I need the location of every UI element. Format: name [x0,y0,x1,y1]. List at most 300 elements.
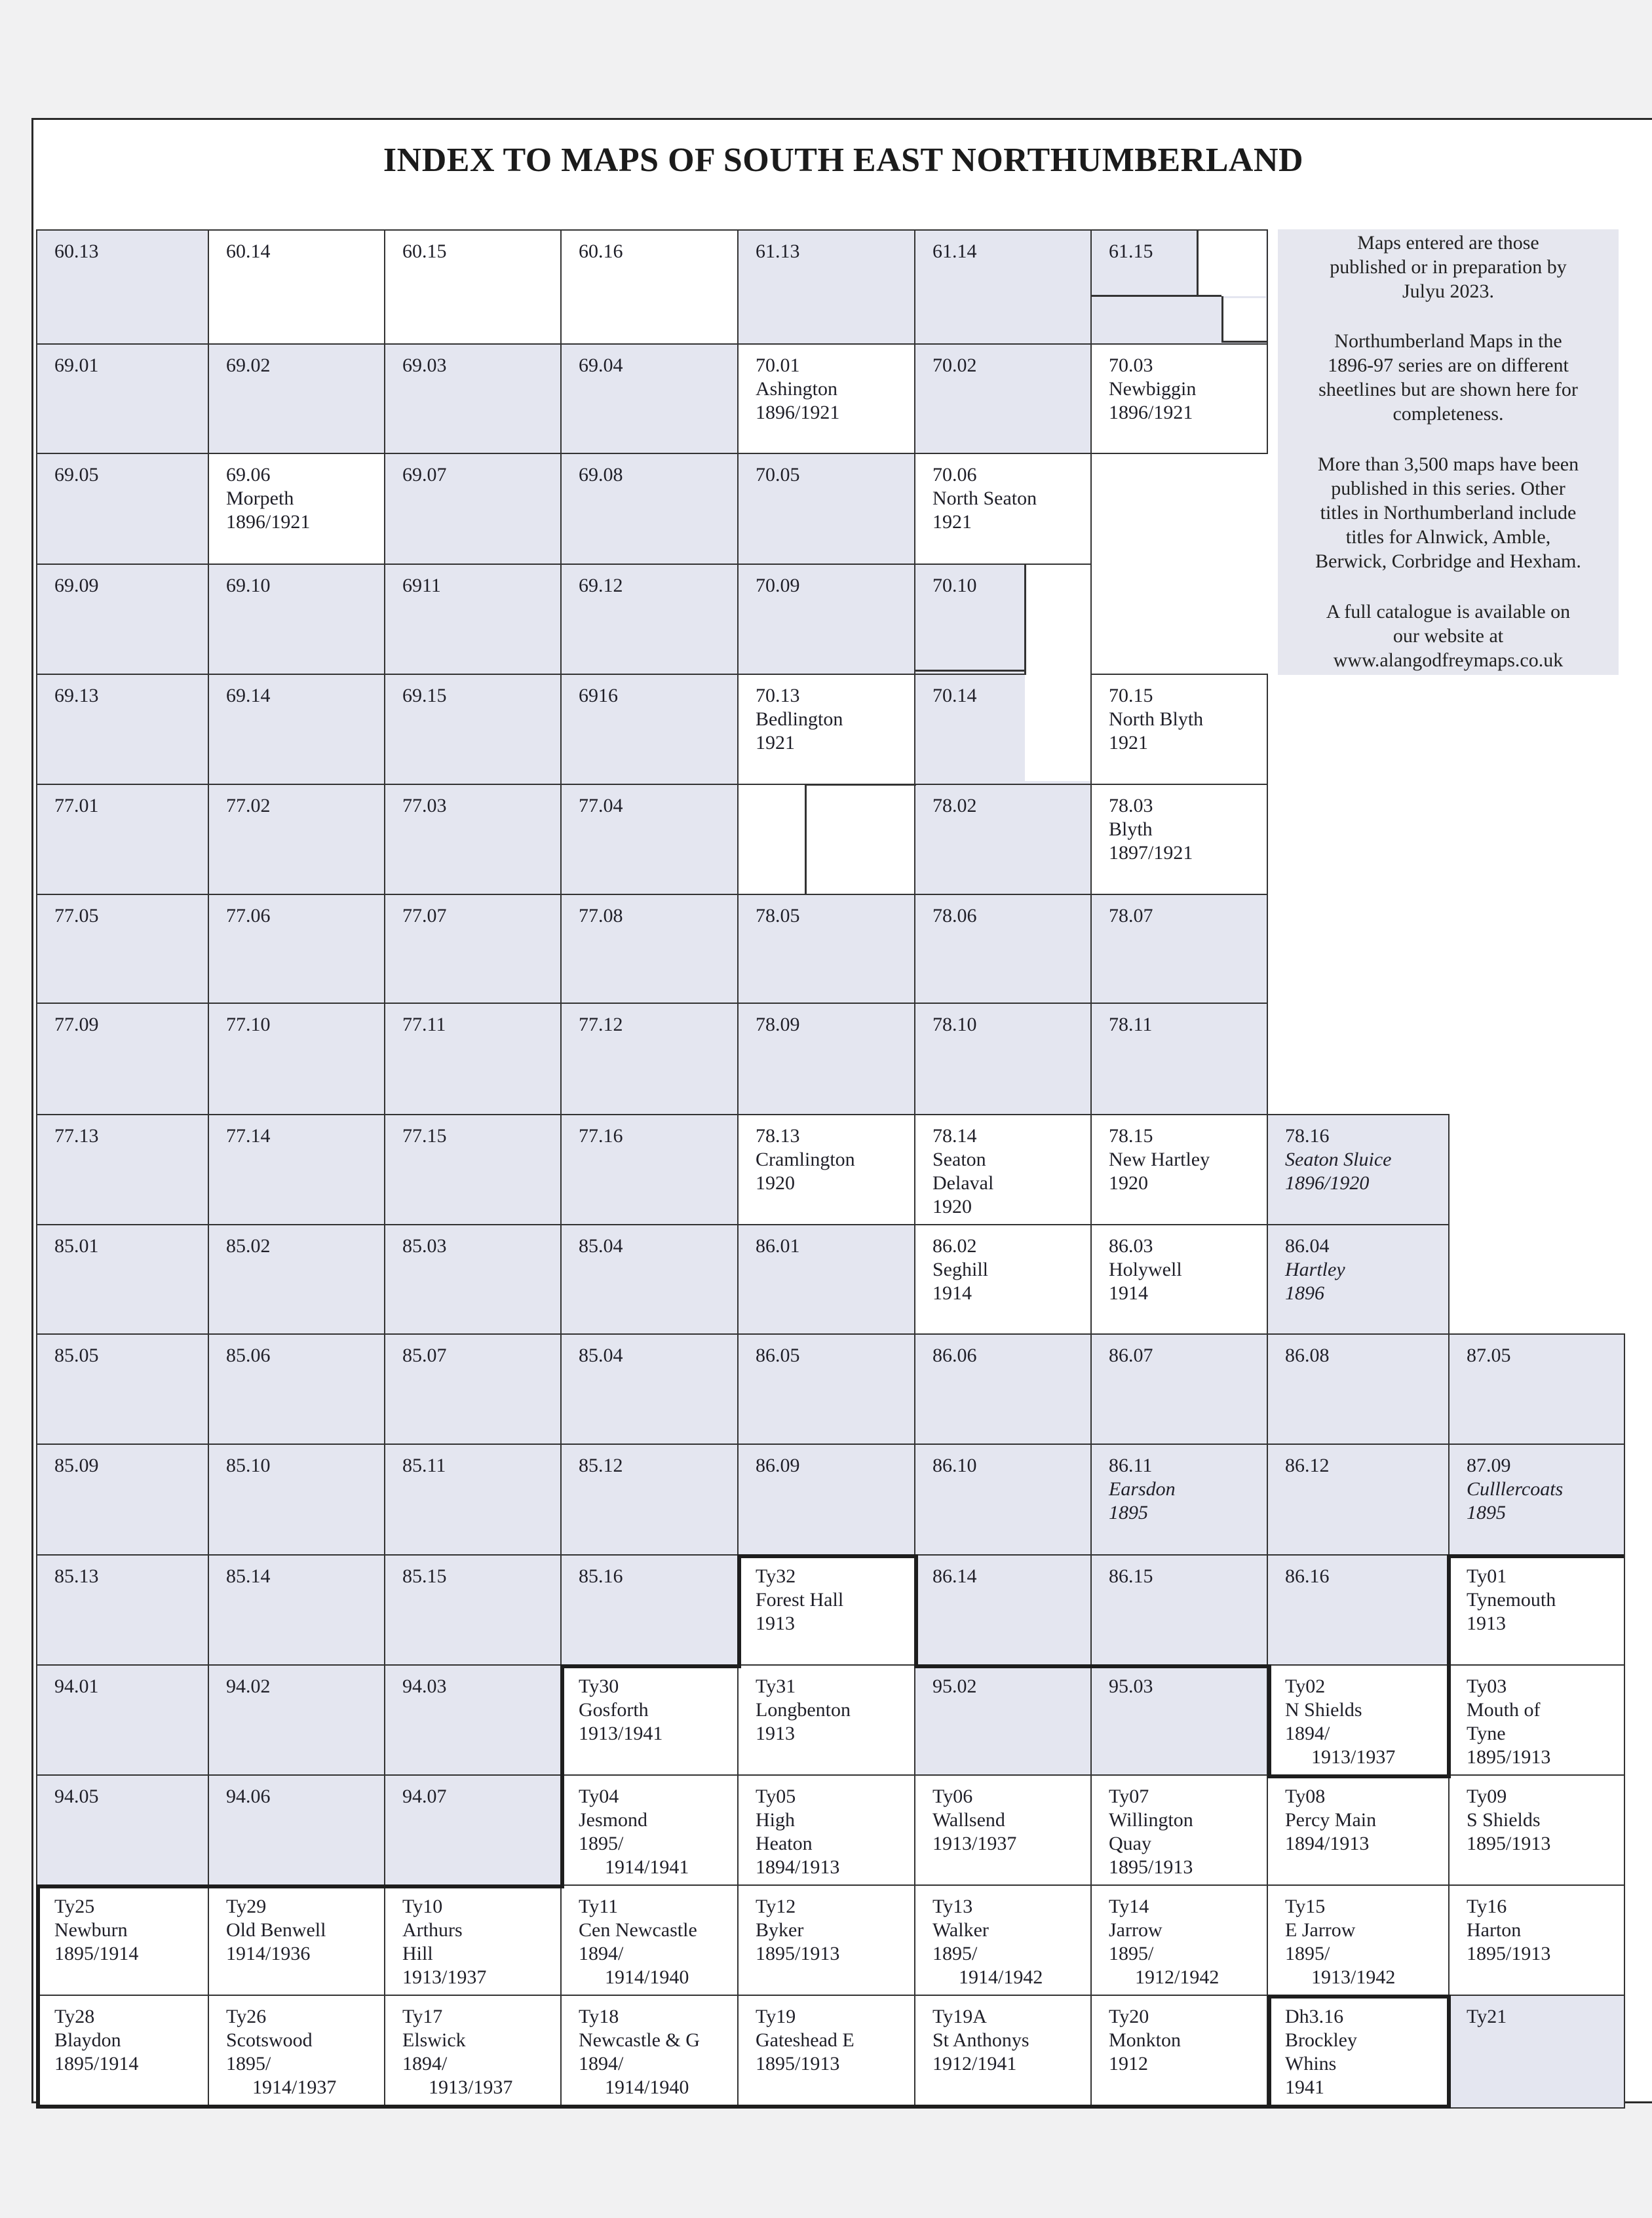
sheet-number: 6916 [579,685,618,706]
map-sheet-86-02 [914,1224,1092,1335]
sheet-detail: 1894/ [579,2053,624,2075]
sheet-number: 69.15 [402,685,447,706]
sheet-detail: Percy Main [1285,1809,1377,1831]
sheet-detail: Delaval [932,1172,994,1194]
sheet-detail: 1914 [932,1282,972,1304]
sheet-number: 60.13 [54,240,99,262]
sheet-number: 86.12 [1285,1455,1330,1476]
sheet-detail: 1914/1942 [959,1966,1043,1988]
map-sheet-77-15 [384,1114,562,1225]
sheet-detail: New Hartley [1109,1149,1210,1170]
map-sheet-87-05 [1448,1333,1625,1445]
sheet-number: 77.15 [402,1125,447,1147]
sheet-detail: 1894/ [402,2053,448,2075]
page-title: INDEX TO MAPS OF SOUTH EAST NORTHUMBERLAND [383,142,1304,179]
sheet-number: Ty13 [932,1896,973,1917]
sheet-detail: Gosforth [579,1699,649,1721]
sheet-number: Ty19A [932,2006,987,2027]
sheet-detail: Arthurs [402,1919,463,1941]
map-sheet-77-04 [560,784,739,895]
map-sheet-85-16 [560,1554,739,1666]
map-sheet-86-07 [1090,1333,1268,1445]
map-sheet-69-13 [36,674,209,785]
sheet-number: Ty31 [756,1675,796,1697]
map-sheet-ty07 [1090,1774,1268,1886]
map-sheet-85-05 [36,1333,209,1445]
sheet-detail: 1896/1921 [756,402,840,423]
map-sheet-86-05 [737,1333,915,1445]
map-sheet-86-09 [737,1444,915,1556]
map-sheet-6911 [384,564,562,675]
sheet-number: 77.08 [579,905,623,927]
sheet-detail: 1913/1937 [1311,1746,1396,1768]
sheet-detail: 1895/1914 [54,2053,139,2075]
sheet-number: 94.05 [54,1786,99,1807]
sheet-edge-line [805,784,916,786]
map-sheet-77-14 [208,1114,385,1225]
sheet-detail: Newcastle & G [579,2029,700,2051]
map-sheet-ty21 [1448,1995,1625,2109]
sheet-number: 77.05 [54,905,99,927]
sheet-number: 61.15 [1109,240,1153,262]
sheet-number: 85.05 [54,1345,99,1366]
map-sheet-78-14 [914,1114,1092,1225]
sheet-number: 85.04 [579,1345,623,1366]
map-sheet-85-11 [384,1444,562,1556]
sheet-number: 77.02 [226,795,271,816]
map-sheet-ty09 [1448,1774,1625,1886]
sheet-number: Ty30 [579,1675,619,1697]
sheet-number: 70.14 [932,685,977,706]
sheet-number: 85.02 [226,1235,271,1257]
map-sheet-69-10 [208,564,385,675]
sheet-number: 85.10 [226,1455,271,1476]
sheet-number: 70.09 [756,575,800,596]
sheet-number: 77.14 [226,1125,271,1147]
map-sheet-ty25 [36,1884,209,1996]
sheet-number: 69.09 [54,575,99,596]
area-boundary-line [1267,1664,1271,1777]
sheet-number: 87.05 [1467,1345,1511,1366]
sheet-detail: 1897/1921 [1109,842,1193,864]
sheet-detail: Holywell [1109,1259,1182,1280]
map-sheet-ty18 [560,1995,739,2109]
sheet-number: 6911 [402,575,441,596]
sheet-number: Dh3.16 [1285,2006,1344,2027]
map-sheet-86-10 [914,1444,1092,1556]
sheet-detail: Bedlington [756,708,843,730]
sheet-detail: 1895/1913 [1467,1833,1551,1854]
area-boundary-line [914,1664,1271,1668]
sheet-detail: 1914/1937 [252,2076,337,2098]
sheet-detail: Jesmond [579,1809,647,1831]
map-sheet-85-01 [36,1224,209,1335]
sheet-number: 78.10 [932,1014,977,1035]
sheet-detail: Forest Hall [756,1589,844,1611]
sheet-detail: Blaydon [54,2029,121,2051]
map-sheet-77-10 [208,1003,385,1115]
sheet-detail: 1913/1937 [402,1966,487,1988]
sheet-detail: Tynemouth [1467,1589,1556,1611]
sheet-detail: 1913/1937 [429,2076,513,2098]
sheet-number: 85.07 [402,1345,447,1366]
sheet-number: 77.12 [579,1014,623,1035]
map-sheet-78-06 [914,894,1092,1004]
sheet-detail: Scotswood [226,2029,313,2051]
sheet-number: 61.14 [932,240,977,262]
note-other-titles: More than 3,500 maps have been published in this series. Other titles in Northumberland include titles for Alnwick, Amble, Berwick, Corbridge and Hexham. [1315,453,1581,572]
map-sheet-69-14 [208,674,385,785]
sheet-edge-line [1090,295,1221,297]
sheet-number: 69.04 [579,354,623,376]
sheet-number: 69.01 [54,354,99,376]
sheet-number: 78.05 [756,905,800,927]
sheet-detail: 1895/ [932,1943,978,1964]
sheet-number: 70.10 [932,575,977,596]
map-sheet-85-14 [208,1554,385,1666]
sheet-detail: Byker [756,1919,804,1941]
map-sheet-ty31 [737,1664,915,1776]
map-sheet-ty02 [1267,1664,1450,1776]
sheet-number: Ty01 [1467,1565,1507,1587]
sheet-detail: S Shields [1467,1809,1541,1831]
sheet-number: 85.03 [402,1235,447,1257]
sheet-detail: 1941 [1285,2076,1324,2098]
sheet-edge-line [1024,564,1026,675]
sheet-detail: 1913 [1467,1613,1506,1634]
sheet-edge-notch [1198,231,1266,296]
map-sheet-ty13 [914,1884,1092,1996]
sheet-number: Ty20 [1109,2006,1149,2027]
map-sheet-94-06 [208,1774,385,1886]
sheet-number: Ty21 [1467,2006,1507,2027]
map-sheet-85-03 [384,1224,562,1335]
map-sheet-86-01 [737,1224,915,1335]
sheet-detail: 1913/1942 [1311,1966,1396,1988]
map-sheet-70-05 [737,453,915,565]
sheet-detail: North Blyth [1109,708,1204,730]
map-sheet-ty20 [1090,1995,1268,2109]
map-sheet-6916 [560,674,739,785]
sheet-detail: Seaton Sluice [1285,1149,1392,1170]
sheet-detail: 1895 [1467,1502,1506,1523]
area-boundary-line [1267,1995,1271,2107]
sheet-number: 69.07 [402,464,447,486]
sheet-detail: Culllercoats [1467,1478,1564,1500]
sheet-detail: 1896/1920 [1285,1172,1370,1194]
map-sheet-87-09 [1448,1444,1625,1556]
sheet-number: 77.09 [54,1014,99,1035]
map-sheet-86-06 [914,1333,1092,1445]
sheet-detail: 1912/1941 [932,2053,1017,2075]
sheet-number: Ty14 [1109,1896,1149,1917]
sheet-edge-line [1221,341,1267,343]
sheet-detail: Newburn [54,1919,128,1941]
map-sheet-86-16 [1267,1554,1450,1666]
sheet-detail: Wallsend [932,1809,1005,1831]
sheet-number: Ty12 [756,1896,796,1917]
map-sheet-ty03 [1448,1664,1625,1776]
map-sheet-70-01 [737,343,915,454]
map-sheet-ty16 [1448,1884,1625,1996]
map-sheet-69-01 [36,343,209,454]
sheet-detail: North Seaton [932,488,1037,509]
map-sheet-69-08 [560,453,739,565]
map-sheet-86-08 [1267,1333,1450,1445]
map-sheet-78-05 [737,894,915,1004]
sheet-detail: 1894/ [1285,1723,1330,1744]
map-sheet-ty30 [560,1664,739,1776]
map-sheet-94-03 [384,1664,562,1776]
sheet-edge-line [1221,296,1223,342]
sheet-detail: E Jarrow [1285,1919,1356,1941]
map-sheet-69-15 [384,674,562,785]
map-sheet-ty12 [737,1884,915,1996]
sheet-number: 85.01 [54,1235,99,1257]
sheet-number: 60.14 [226,240,271,262]
sheet-number: 86.02 [932,1235,977,1257]
sheet-number: 94.02 [226,1675,271,1697]
map-sheet-ty15 [1267,1884,1450,1996]
map-sheet-86-15 [1090,1554,1268,1666]
sheet-detail: 1914/1936 [226,1943,311,1964]
sheet-number: 85.16 [579,1565,623,1587]
sheet-detail: Jarrow [1109,1919,1162,1941]
area-boundary-line [560,1664,741,1668]
sheet-number: Ty16 [1467,1896,1507,1917]
map-sheet-85-06 [208,1333,385,1445]
sheet-number: Ty15 [1285,1896,1326,1917]
sheet-number: Ty02 [1285,1675,1326,1697]
sheet-number: Ty28 [54,2006,95,2027]
sheet-number: 78.13 [756,1125,800,1147]
sheet-number: 85.14 [226,1565,271,1587]
area-boundary-line [1447,1554,1624,1558]
map-sheet-95-02 [914,1664,1092,1776]
sheet-number: 94.06 [226,1786,271,1807]
sheet-number: 78.03 [1109,795,1153,816]
sheet-detail: 1913 [756,1723,795,1744]
sheet-gap [1025,565,1090,781]
sheet-number: 69.08 [579,464,623,486]
sheet-detail: 1914/1941 [605,1856,689,1878]
sheet-number: 69.05 [54,464,99,486]
map-sheet-94-01 [36,1664,209,1776]
map-sheet-85-02 [208,1224,385,1335]
sheet-detail: 1913/1941 [579,1723,663,1744]
map-sheet-95-03 [1090,1664,1268,1776]
map-sheet-77-13 [36,1114,209,1225]
sheet-number: Ty17 [402,2006,443,2027]
map-sheet-70-03 [1090,343,1268,454]
area-boundary-line [1267,1774,1451,1778]
area-boundary-line [737,1554,741,1666]
map-sheet-ty29 [208,1884,385,1996]
map-sheet-60-14 [208,229,385,345]
sheet-number: 77.03 [402,795,447,816]
map-sheet-69-03 [384,343,562,454]
sheet-number: Ty25 [54,1896,95,1917]
sheet-number: 78.06 [932,905,977,927]
area-boundary-line [36,2105,1451,2109]
sheet-detail: 1894/1913 [1285,1833,1370,1854]
sheet-detail: 1920 [932,1196,972,1217]
map-sheet-dh3-16 [1267,1995,1450,2109]
sheet-detail: 1914/1940 [605,1966,689,1988]
area-boundary-line [1447,1554,1451,1778]
sheet-detail: 1914/1940 [605,2076,689,2098]
map-sheet-60-16 [560,229,739,345]
map-sheet-ty26 [208,1995,385,2109]
sheet-number: Ty10 [402,1896,443,1917]
sheet-detail: Harton [1467,1919,1522,1941]
area-boundary-line [36,1884,40,2107]
sheet-detail: 1895 [1109,1502,1148,1523]
sheet-number: 86.14 [932,1565,977,1587]
sheet-detail: Elswick [402,2029,466,2051]
sheet-edge-line [805,784,807,895]
sheet-detail: 1896/1921 [1109,402,1193,423]
sheet-number: 85.13 [54,1565,99,1587]
sheet-detail: Quay [1109,1833,1151,1854]
note-catalogue-website: A full catalogue is available on our website at www.alangodfreymaps.co.uk [1326,601,1571,671]
map-sheet-94-05 [36,1774,209,1886]
map-sheet-85-15 [384,1554,562,1666]
sheet-detail: 1895/1913 [1467,1746,1551,1768]
sheet-detail: High [756,1809,795,1831]
sheet-detail: 1914 [1109,1282,1148,1304]
sheet-number: 78.07 [1109,905,1153,927]
sheet-number: 78.11 [1109,1014,1153,1035]
sheet-number: Ty03 [1467,1675,1507,1697]
sheet-detail: Whins [1285,2053,1337,2075]
sheet-number: 78.14 [932,1125,977,1147]
sheet-number: Ty32 [756,1565,796,1587]
map-sheet-77-08 [560,894,739,1004]
map-sheet-86-03 [1090,1224,1268,1335]
map-sheet-blank [737,784,915,895]
map-sheet-86-14 [914,1554,1092,1666]
map-sheet-77-02 [208,784,385,895]
sheet-number: 77.07 [402,905,447,927]
sheet-detail: 1920 [1109,1172,1148,1194]
sheet-edge-line [914,670,1026,672]
sheet-number: 60.16 [579,240,623,262]
sheet-number: Ty26 [226,2006,267,2027]
sheet-number: 85.15 [402,1565,447,1587]
sheet-number: 86.15 [1109,1565,1153,1587]
sheet-detail: 1920 [756,1172,795,1194]
map-sheet-85-09 [36,1444,209,1556]
sheet-detail: N Shields [1285,1699,1362,1721]
map-sheet-69-09 [36,564,209,675]
sheet-number: 85.06 [226,1345,271,1366]
sheet-detail: Ashington [756,378,838,400]
sheet-detail: 1921 [932,511,972,533]
map-sheet-78-03 [1090,784,1268,895]
sheet-detail: Seaton [932,1149,986,1170]
sheet-number: 70.06 [932,464,977,486]
sheet-detail: Blyth [1109,818,1153,840]
sheet-number: 94.07 [402,1786,447,1807]
sheet-number: 95.02 [932,1675,977,1697]
map-sheet-77-06 [208,894,385,1004]
sheet-detail: Monkton [1109,2029,1181,2051]
map-sheet-85-13 [36,1554,209,1666]
sheet-number: 86.04 [1285,1235,1330,1257]
sheet-number: 69.02 [226,354,271,376]
map-sheet-60-15 [384,229,562,345]
map-sheet-ty08 [1267,1774,1450,1886]
sheet-detail: Old Benwell [226,1919,326,1941]
map-sheet-85-04 [560,1224,739,1335]
map-sheet-77-03 [384,784,562,895]
map-sheet-77-16 [560,1114,739,1225]
sheet-number: 70.15 [1109,685,1153,706]
sheet-number: 86.07 [1109,1345,1153,1366]
sheet-number: 70.01 [756,354,800,376]
map-sheet-78-09 [737,1003,915,1115]
sheet-detail: St Anthonys [932,2029,1029,2051]
sheet-number: 70.05 [756,464,800,486]
sheet-detail: Brockley [1285,2029,1357,2051]
sheet-detail: Hill [402,1943,433,1964]
map-sheet-86-11 [1090,1444,1268,1556]
sheet-detail: Gateshead E [756,2029,855,2051]
sheet-detail: 1895/ [226,2053,271,2075]
sheet-edge-line [1197,231,1199,296]
sheet-detail: Cen Newcastle [579,1919,697,1941]
sheet-number: 70.02 [932,354,977,376]
sheet-detail: Mouth of [1467,1699,1541,1721]
sheet-detail: Morpeth [226,488,294,509]
sheet-detail: Tyne [1467,1723,1506,1744]
map-sheet-85-12 [560,1444,739,1556]
sheet-detail: Willington [1109,1809,1193,1831]
sheet-number: 86.06 [932,1345,977,1366]
sheet-number: Ty29 [226,1896,267,1917]
map-sheet-ty11 [560,1884,739,1996]
map-sheet-61-14 [914,229,1092,345]
map-sheet-86-12 [1267,1444,1450,1556]
sheet-detail: Hartley [1285,1259,1345,1280]
map-sheet-70-13 [737,674,915,785]
sheet-number: 78.09 [756,1014,800,1035]
sheet-detail: Heaton [756,1833,813,1854]
map-sheet-ty05 [737,1774,915,1886]
sheet-detail: Cramlington [756,1149,855,1170]
sheet-detail: 1895/ [579,1833,624,1854]
sheet-number: 78.02 [932,795,977,816]
sheet-number: 77.04 [579,795,623,816]
map-sheet-94-07 [384,1774,562,1886]
map-sheet-78-13 [737,1114,915,1225]
map-sheet-77-07 [384,894,562,1004]
sheet-number: 70.03 [1109,354,1153,376]
map-sheet-78-16 [1267,1114,1450,1225]
sheet-detail: 1894/ [579,1943,624,1964]
map-sheet-70-15 [1090,674,1268,785]
sheet-detail: 1913 [756,1613,795,1634]
area-boundary-line [914,1554,918,1666]
map-sheet-94-02 [208,1664,385,1776]
map-sheet-ty10 [384,1884,562,1996]
sheet-detail: Newbiggin [1109,378,1197,400]
map-sheet-ty17 [384,1995,562,2109]
map-sheet-77-01 [36,784,209,895]
map-sheet-60-13 [36,229,209,345]
sheet-detail: 1895/1913 [1467,1943,1551,1964]
